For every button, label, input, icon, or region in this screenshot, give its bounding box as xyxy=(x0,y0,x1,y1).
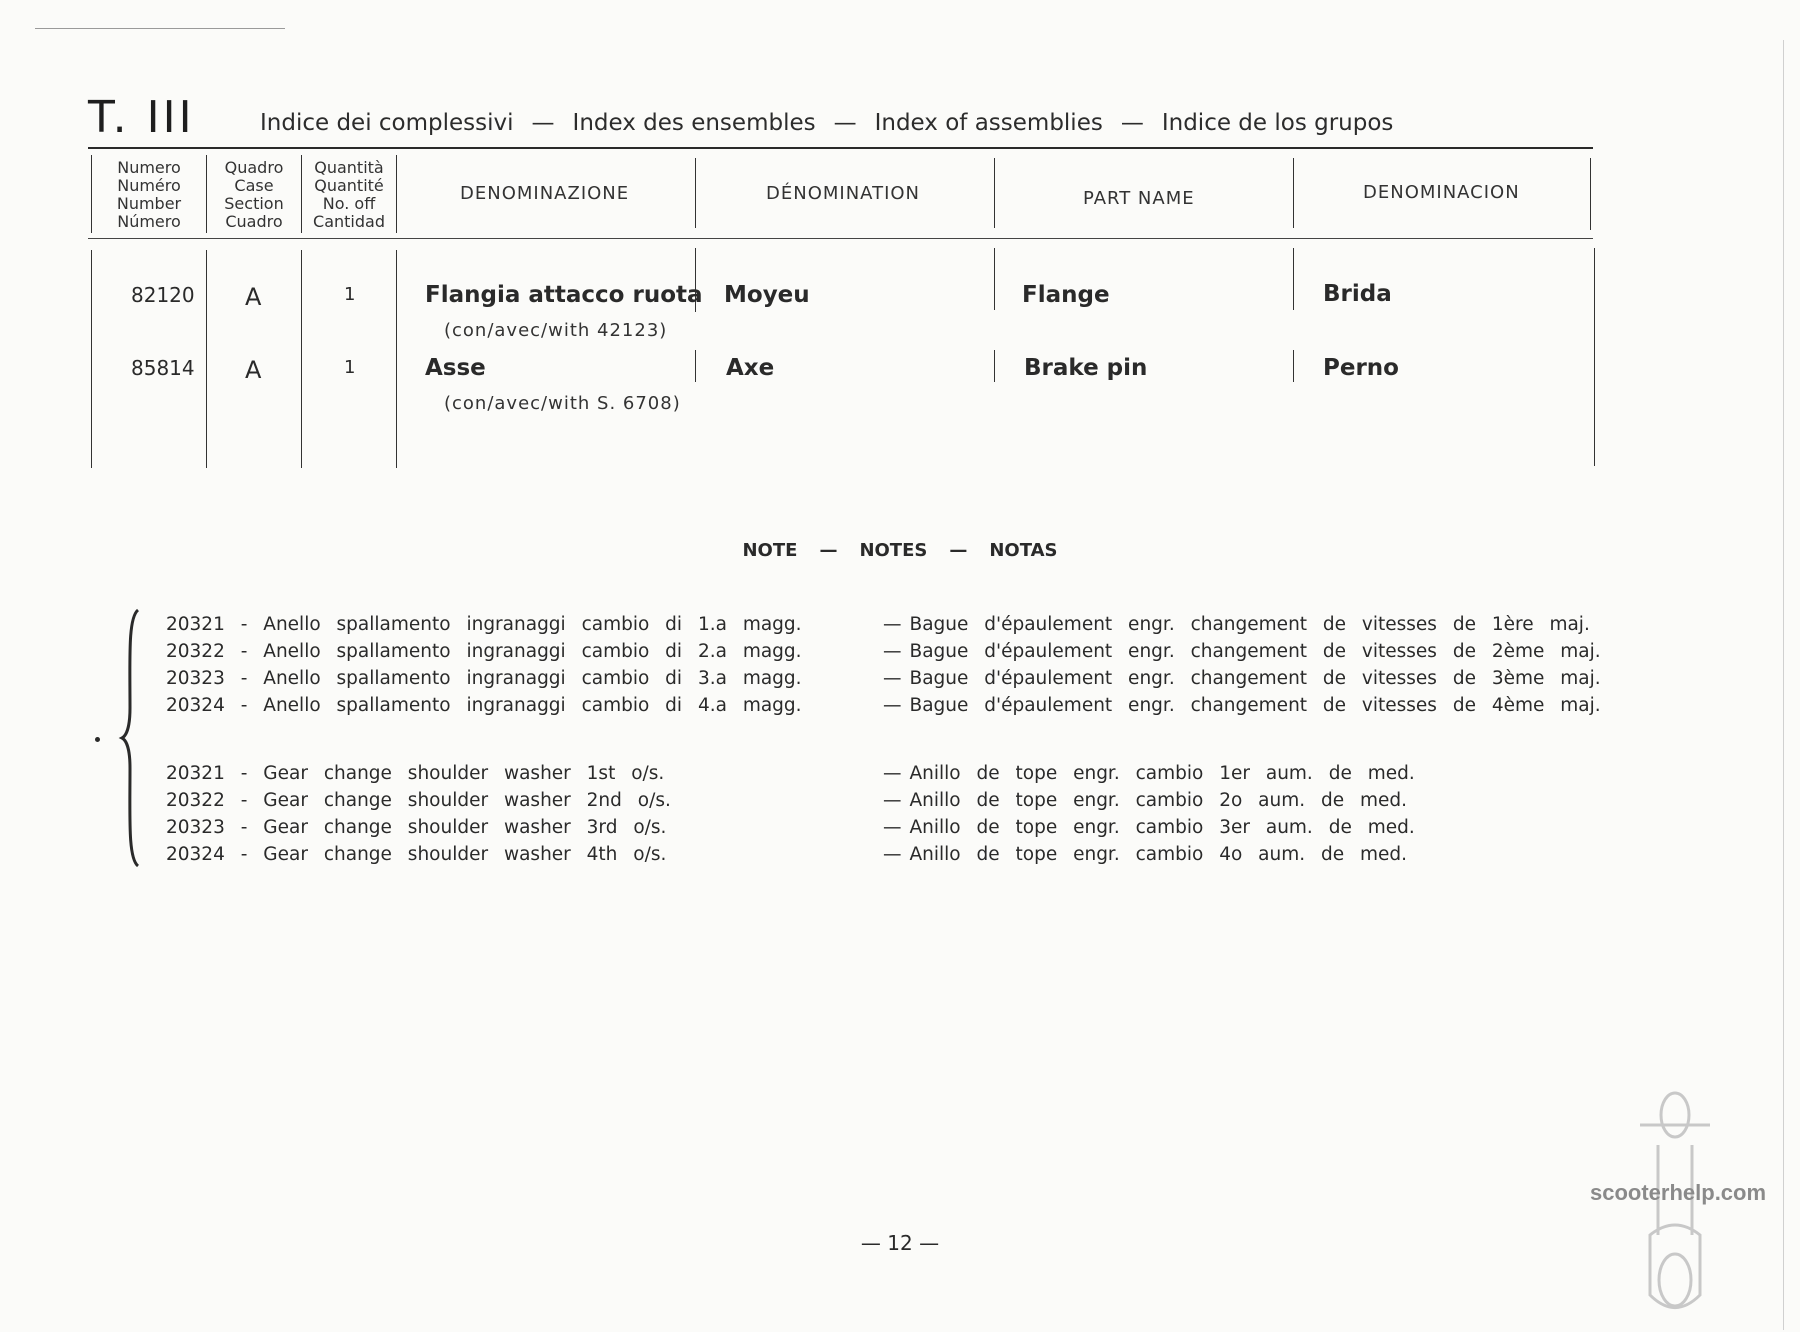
note-dash: — xyxy=(883,695,902,716)
note-text-fr: Bague d'épaulement engr. changement de vitesses de 1ère maj. xyxy=(909,614,1590,635)
header-section-en: Section xyxy=(224,194,284,213)
note-code: 20321 xyxy=(166,763,225,784)
header-section xyxy=(208,159,300,231)
header-quantity xyxy=(302,159,396,231)
column-divider xyxy=(994,350,995,382)
column-divider xyxy=(206,250,207,468)
header-denominacion: DENOMINACION xyxy=(1363,182,1520,203)
note-text-fr: Bague d'épaulement engr. changement de vitesses de 3ème maj. xyxy=(909,668,1601,689)
row2-note: (con/avec/with S. 6708) xyxy=(444,393,681,414)
note-text-it: Anello spallamento ingranaggi cambio di 4.a magg. xyxy=(263,695,802,716)
row2-qty: 1 xyxy=(344,357,356,378)
column-divider xyxy=(695,158,696,228)
note-line: 20322 - Anello spallamento ingranaggi cambio di 2.a magg. xyxy=(166,641,802,662)
row1-number: 82120 xyxy=(131,283,195,307)
row2-name-fr: Axe xyxy=(726,355,775,381)
note-code: 20324 xyxy=(166,695,225,716)
decorative-top-rule xyxy=(35,28,285,29)
note-code: 20323 xyxy=(166,817,225,838)
note-text-es: Anillo de tope engr. cambio 2o aum. de med. xyxy=(909,790,1408,811)
note-text-it: Anello spallamento ingranaggi cambio di 1.a magg. xyxy=(263,614,802,635)
row1-name-it: Flangia attacco ruota xyxy=(425,282,703,308)
column-divider xyxy=(695,350,696,382)
note-line xyxy=(883,763,1415,784)
header-quantity-fr: Quantité xyxy=(314,176,384,195)
note-text-it: Anello spallamento ingranaggi cambio di 2.a magg. xyxy=(263,641,802,662)
table-border-left xyxy=(91,155,92,233)
note-line xyxy=(883,641,1601,662)
table-border-right xyxy=(1590,158,1591,230)
header-quantity-es: Cantidad xyxy=(313,212,385,231)
page-edge-line xyxy=(1783,40,1784,1330)
column-divider xyxy=(206,155,207,233)
column-divider xyxy=(994,248,995,310)
page-title xyxy=(260,110,1393,136)
bullet-mark xyxy=(95,737,100,742)
note-code: 20323 xyxy=(166,668,225,689)
note-text-es: Anillo de tope engr. cambio 4o aum. de med. xyxy=(909,844,1408,865)
table-code: T. III xyxy=(88,92,195,143)
note-line: 20321 - Gear change shoulder washer 1st o/s. xyxy=(166,763,665,784)
row2-number: 85814 xyxy=(131,356,195,380)
note-text-fr: Bague d'épaulement engr. changement de vitesses de 2ème maj. xyxy=(909,641,1601,662)
row2-name-it: Asse xyxy=(425,355,486,381)
note-line: 20323 - Gear change shoulder washer 3rd o/s. xyxy=(166,817,667,838)
header-section-es: Cuadro xyxy=(225,212,283,231)
header-number xyxy=(96,159,202,231)
row2-name-es: Perno xyxy=(1323,355,1399,381)
watermark-text: scooterhelp.com xyxy=(1590,1180,1767,1205)
header-number-en: Number xyxy=(116,194,182,213)
title-en: Index of assemblies xyxy=(874,110,1103,136)
row1-qty: 1 xyxy=(344,284,356,305)
header-quantity-it: Quantità xyxy=(314,158,384,177)
title-fr: Index des ensembles xyxy=(572,110,816,136)
note-line xyxy=(883,695,1601,716)
row1-name-es: Brida xyxy=(1323,281,1392,307)
note-line: 20324 - Anello spallamento ingranaggi cambio di 4.a magg. xyxy=(166,695,802,716)
notes-title xyxy=(0,540,1800,561)
header-section-fr: Case xyxy=(234,176,274,195)
note-text-es: Anillo de tope engr. cambio 3er aum. de med. xyxy=(909,817,1415,838)
note-text-en: Gear change shoulder washer 2nd o/s. xyxy=(263,790,671,811)
note-line: 20323 - Anello spallamento ingranaggi cambio di 3.a magg. xyxy=(166,668,802,689)
notes-title-separator: — xyxy=(819,540,838,561)
note-text-en: Gear change shoulder washer 3rd o/s. xyxy=(263,817,667,838)
header-denomination: DÉNOMINATION xyxy=(766,183,921,204)
note-dash: — xyxy=(883,763,902,784)
note-line xyxy=(883,790,1407,811)
column-divider xyxy=(1293,350,1294,382)
column-divider xyxy=(1293,158,1294,228)
header-number-fr: Numéro xyxy=(117,176,181,195)
note-line xyxy=(883,817,1415,838)
row2-name-en: Brake pin xyxy=(1024,355,1148,381)
table-border-left xyxy=(91,250,92,468)
table-border-right xyxy=(1594,248,1595,466)
note-line xyxy=(883,668,1601,689)
row1-note: (con/avec/with 42123) xyxy=(444,320,668,341)
row2-section: A xyxy=(245,356,262,384)
note-code: 20321 xyxy=(166,614,225,635)
title-separator: — xyxy=(833,110,857,136)
note-text-fr: Bague d'épaulement engr. changement de vitesses de 4ème maj. xyxy=(909,695,1601,716)
note-line: 20322 - Gear change shoulder washer 2nd o/s. xyxy=(166,790,671,811)
note-dash: — xyxy=(883,668,902,689)
notes-brace xyxy=(118,608,148,868)
note-dash: — xyxy=(883,844,902,865)
column-divider xyxy=(301,250,302,468)
header-part-name: PART NAME xyxy=(1083,188,1195,209)
note-text-en: Gear change shoulder washer 1st o/s. xyxy=(263,763,665,784)
note-text-it: Anello spallamento ingranaggi cambio di 3.a magg. xyxy=(263,668,802,689)
note-code: 20322 xyxy=(166,641,225,662)
notes-title-es: NOTAS xyxy=(989,540,1058,561)
column-divider xyxy=(396,155,397,233)
header-section-it: Quadro xyxy=(224,158,284,177)
title-separator: — xyxy=(1120,110,1144,136)
note-dash: — xyxy=(883,614,902,635)
header-number-it: Numero xyxy=(117,158,181,177)
note-dash: — xyxy=(883,790,902,811)
page-number: — 12 — xyxy=(860,1231,940,1255)
note-line xyxy=(883,614,1590,635)
table-top-rule xyxy=(88,147,1593,149)
column-divider xyxy=(396,250,397,468)
note-code: 20322 xyxy=(166,790,225,811)
row1-name-fr: Moyeu xyxy=(724,282,810,308)
title-separator: — xyxy=(531,110,555,136)
row1-section: A xyxy=(245,283,262,311)
notes-title-it: NOTE xyxy=(742,540,798,561)
note-line: 20321 - Anello spallamento ingranaggi cambio di 1.a magg. xyxy=(166,614,802,635)
note-dash: — xyxy=(883,641,902,662)
note-text-es: Anillo de tope engr. cambio 1er aum. de med. xyxy=(909,763,1415,784)
header-quantity-en: No. off xyxy=(322,194,376,213)
title-es: Indice de los grupos xyxy=(1161,110,1394,136)
header-number-es: Número xyxy=(117,212,181,231)
title-it: Indice dei complessivi xyxy=(260,110,514,136)
column-divider xyxy=(1293,248,1294,310)
note-line xyxy=(883,844,1407,865)
note-dash: — xyxy=(883,817,902,838)
header-denominazione: DENOMINAZIONE xyxy=(460,183,630,204)
notes-title-fr: NOTES xyxy=(859,540,928,561)
notes-title-separator: — xyxy=(949,540,968,561)
note-text-en: Gear change shoulder washer 4th o/s. xyxy=(263,844,667,865)
table-header-rule xyxy=(88,238,1593,239)
note-line: 20324 - Gear change shoulder washer 4th o/s. xyxy=(166,844,667,865)
note-code: 20324 xyxy=(166,844,225,865)
row1-name-en: Flange xyxy=(1022,282,1110,308)
column-divider xyxy=(994,158,995,228)
